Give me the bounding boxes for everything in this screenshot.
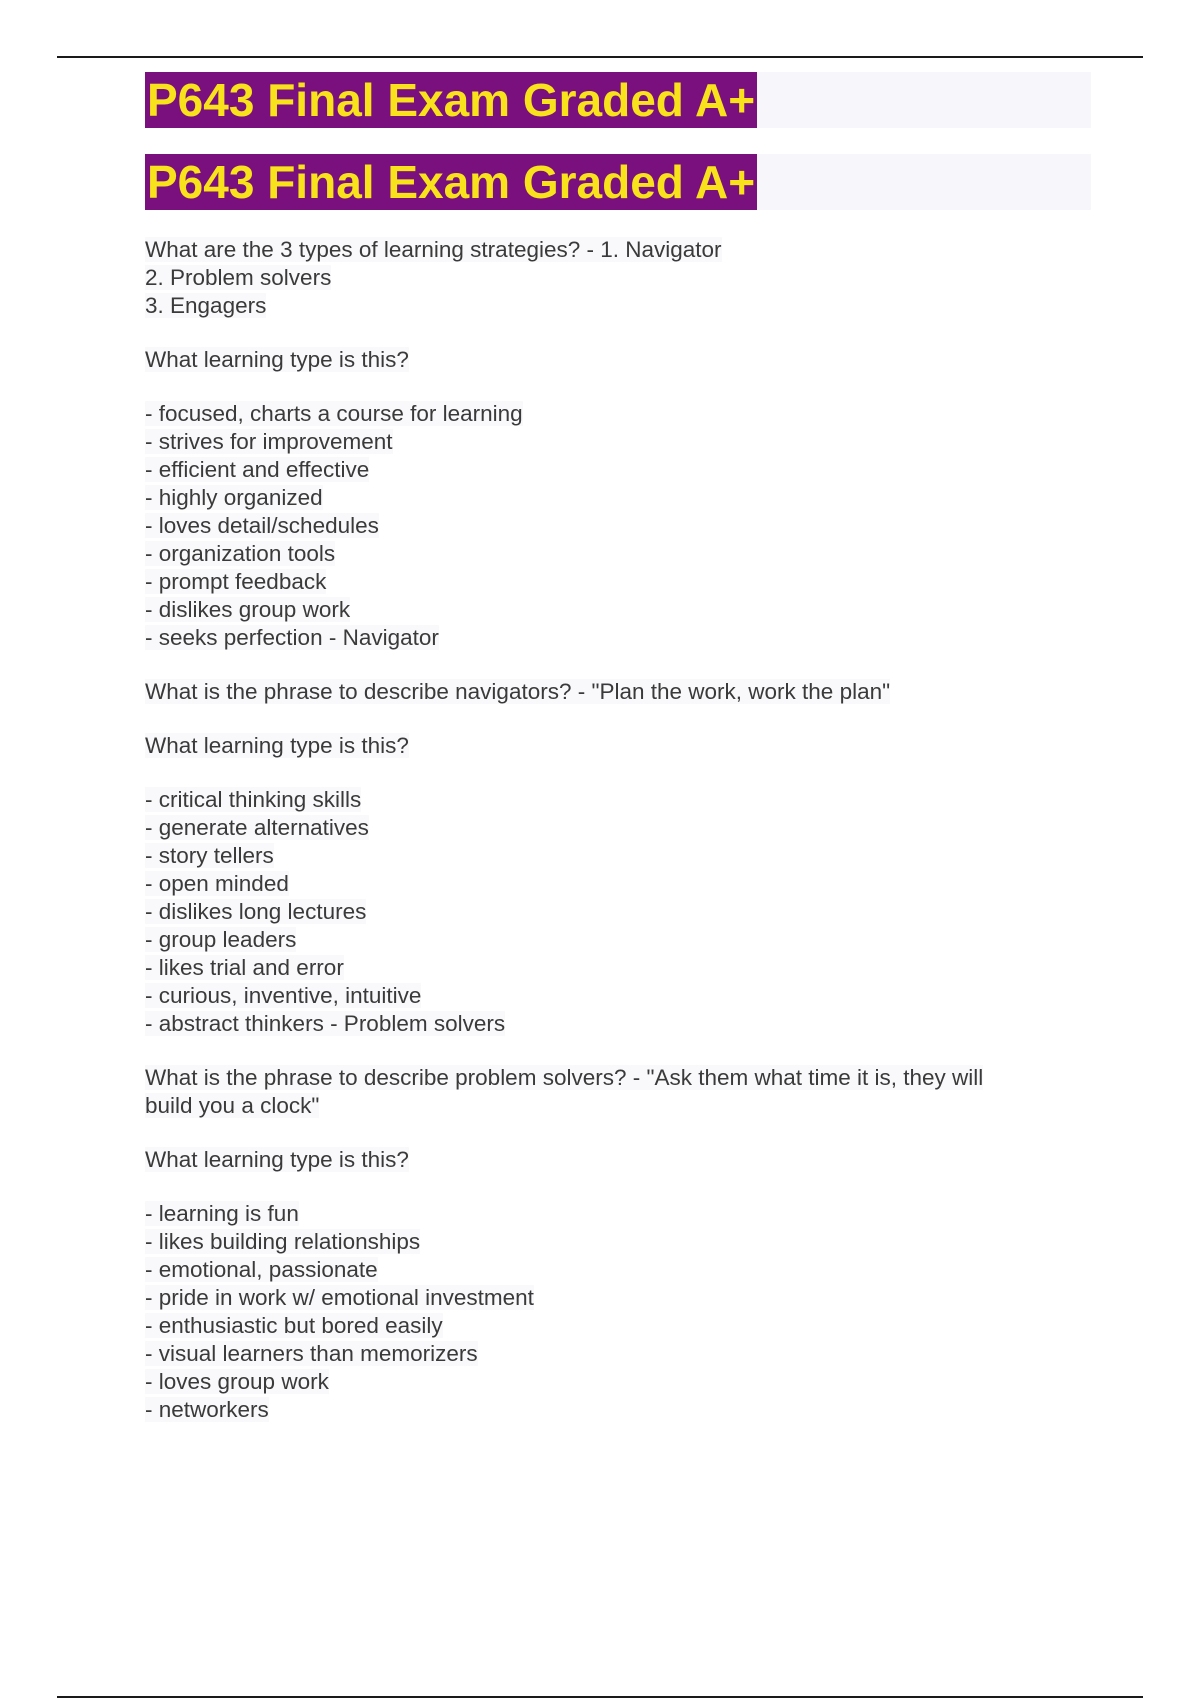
- list-item: - learning is fun: [145, 1201, 299, 1226]
- list-item: - enthusiastic but bored easily: [145, 1313, 443, 1338]
- list-item: - highly organized: [145, 485, 323, 510]
- list-item: - generate alternatives: [145, 815, 369, 840]
- list-item: - pride in work w/ emotional investment: [145, 1285, 534, 1310]
- list-item: - likes building relationships: [145, 1229, 421, 1254]
- document-title: P643 Final Exam Graded A+: [147, 74, 756, 126]
- list-item: - open minded: [145, 871, 289, 896]
- list-item: - emotional, passionate: [145, 1257, 378, 1282]
- list-item: - dislikes group work: [145, 597, 351, 622]
- list-item: - group leaders: [145, 927, 297, 952]
- list-item: - dislikes long lectures: [145, 899, 367, 924]
- question-line: What learning type is this?: [145, 733, 409, 758]
- list-item: - seeks perfection - Navigator: [145, 625, 439, 650]
- top-rule: [57, 56, 1143, 58]
- text-line: 3. Engagers: [145, 293, 267, 318]
- list-item: - abstract thinkers - Problem solvers: [145, 1011, 506, 1036]
- title-band-2: [145, 154, 1091, 210]
- qa-block-5: [145, 1064, 1095, 1120]
- list-item: - networkers: [145, 1397, 269, 1422]
- qa-block-3: [145, 678, 1095, 706]
- list-item: - story tellers: [145, 843, 274, 868]
- qa-block-2: [145, 346, 1095, 652]
- qa-block-6: [145, 1146, 1095, 1424]
- text-line: build you a clock": [145, 1093, 320, 1118]
- list-item: - efficient and effective: [145, 457, 370, 482]
- list-item: - focused, charts a course for learning: [145, 401, 523, 426]
- list-item: - strives for improvement: [145, 429, 393, 454]
- text-line: What is the phrase to describe problem solvers? - "Ask them what time it is, they will: [145, 1065, 984, 1090]
- text-line: What are the 3 types of learning strategies? - 1. Navigator: [145, 237, 722, 262]
- list-item: - visual learners than memorizers: [145, 1341, 478, 1366]
- list-item: - likes trial and error: [145, 955, 344, 980]
- question-line: What learning type is this?: [145, 347, 409, 372]
- list-item: - prompt feedback: [145, 569, 327, 594]
- qa-block-1: [145, 236, 1095, 320]
- document-subtitle: P643 Final Exam Graded A+: [147, 156, 756, 208]
- question-line: What learning type is this?: [145, 1147, 409, 1172]
- list-item: - loves detail/schedules: [145, 513, 379, 538]
- list-item: - critical thinking skills: [145, 787, 362, 812]
- bottom-rule: [57, 1696, 1143, 1698]
- text-line: 2. Problem solvers: [145, 265, 332, 290]
- text-line: What is the phrase to describe navigators? - "Plan the work, work the plan": [145, 679, 891, 704]
- qa-block-4: [145, 732, 1095, 1038]
- document-body: [145, 72, 1095, 1450]
- title-band-1: [145, 72, 1091, 128]
- list-item: - loves group work: [145, 1369, 329, 1394]
- list-item: - organization tools: [145, 541, 336, 566]
- list-item: - curious, inventive, intuitive: [145, 983, 422, 1008]
